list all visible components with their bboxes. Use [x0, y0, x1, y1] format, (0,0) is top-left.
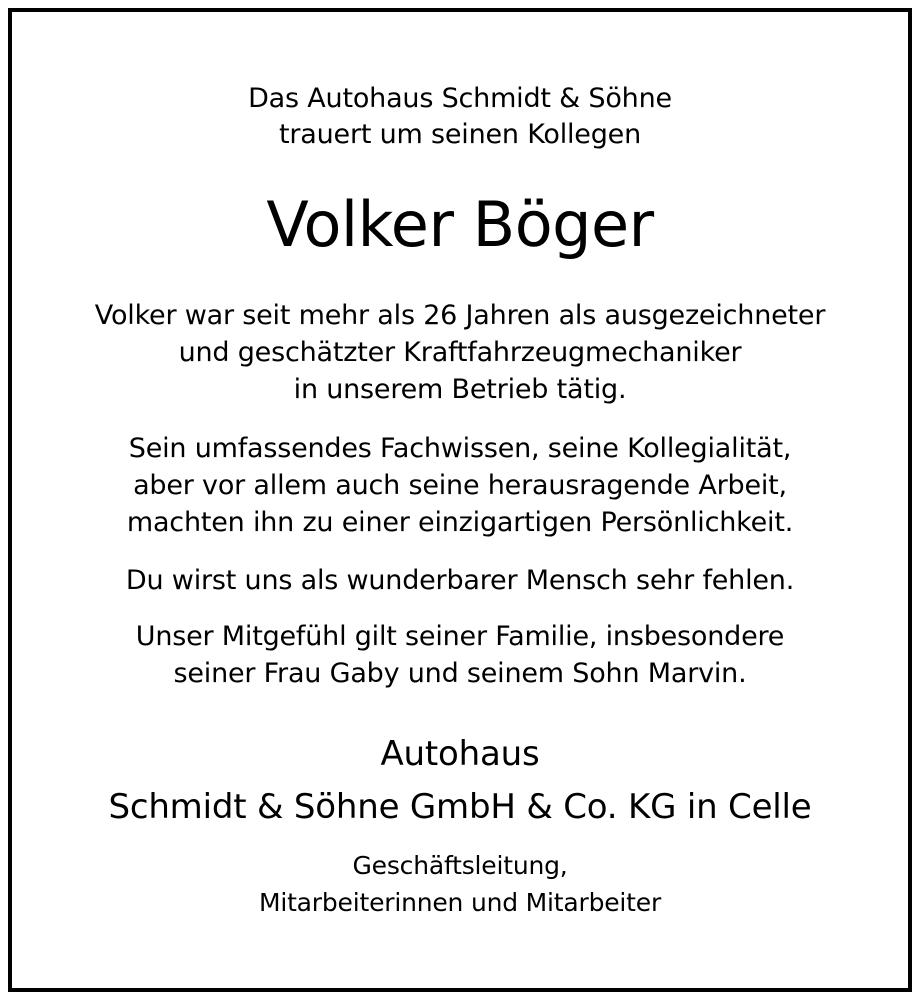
company-line-2: Schmidt & Söhne GmbH & Co. KG in Celle	[108, 787, 812, 827]
paragraph-1-line-2: und geschätzter Kraftfahrzeugmechaniker	[178, 337, 742, 368]
signoff-line-1: Geschäftsleitung,	[352, 851, 568, 880]
intro-line-1: Das Autohaus Schmidt & Söhne	[248, 83, 672, 114]
signoff-line-2: Mitarbeiterinnen und Mitarbeiter	[258, 888, 662, 917]
paragraph-3-line-1: Du wirst uns als wunderbarer Mensch sehr fehlen.	[125, 565, 795, 596]
intro-line-2: trauert um seinen Kollegen	[279, 119, 641, 150]
paragraph-2-line-3: machten ihn zu einer einzigartigen Persönlichkeit.	[126, 507, 794, 538]
paragraph-2-line-1: Sein umfassendes Fachwissen, seine Kollegialität,	[128, 433, 792, 464]
company-line-1: Autohaus	[380, 734, 540, 774]
paragraph-4-line-2: seiner Frau Gaby und seinem Sohn Marvin.	[173, 658, 747, 689]
deceased-name: Volker Böger	[266, 188, 654, 261]
paragraph-1-line-3: in unserem Betrieb tätig.	[293, 374, 627, 405]
paragraph-2-line-2: aber vor allem auch seine herausragende Arbeit,	[133, 470, 787, 501]
paragraph-4-line-1: Unser Mitgefühl gilt seiner Familie, insbesondere	[135, 621, 785, 652]
paragraph-1-line-1: Volker war seit mehr als 26 Jahren als ausgezeichneter	[94, 300, 826, 331]
